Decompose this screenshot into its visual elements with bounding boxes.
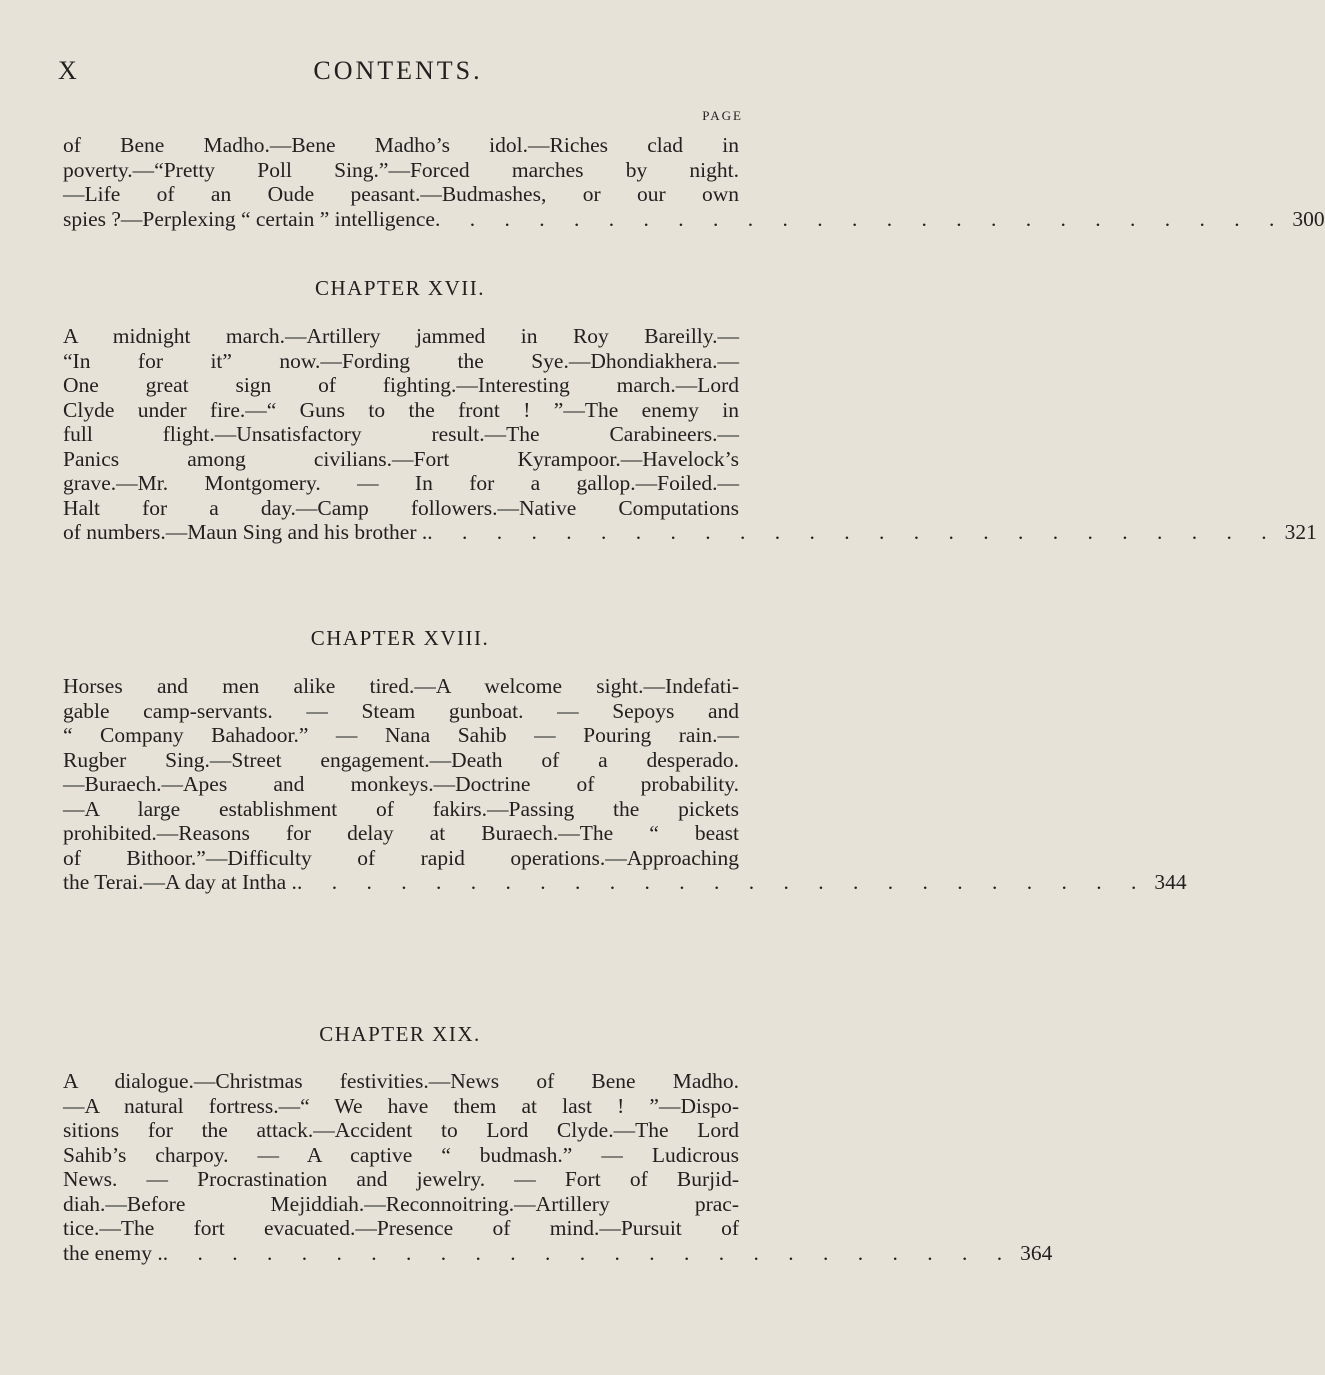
page-column-label: PAGE	[702, 108, 743, 123]
entry-line: prohibited.—Reasons for delay at Buraech.—The “ beast	[63, 821, 739, 845]
entry-line: tice.—The fort evacuated.—Presence of mind.—Pursuit of	[63, 1216, 739, 1240]
entry-line: —Buraech.—Apes and monkeys.—Doctrine of probability.	[63, 772, 739, 796]
entry-line: of Bene Madho.—Bene Madho’s idol.—Riches clad in	[63, 133, 739, 157]
entry-line: diah.—Before Mejiddiah.—Reconnoitring.—Artillery prac-	[63, 1191, 739, 1216]
contents-entry	[63, 324, 1317, 545]
chapter-heading: CHAPTER XVIII.	[310, 626, 490, 650]
page-reference: 364	[1020, 1240, 1053, 1265]
entry-line: One great sign of fighting.—Interesting march.—Lord	[63, 373, 739, 397]
entry-line: Horses and men alike tired.—A welcome sight.—Indefati-	[63, 674, 739, 698]
dot-leader: . . . . . . . . . . . . . . . . . . . . . . . . .	[162, 1240, 1015, 1265]
entry-line: sitions for the attack.—Accident to Lord Clyde.—The Lord	[63, 1118, 739, 1142]
page-title: CONTENTS.	[313, 56, 483, 85]
entry-line: A midnight march.—Artillery jammed in Roy Bareilly.—	[63, 324, 739, 348]
running-head	[58, 56, 738, 92]
page-reference: 344	[1154, 870, 1187, 894]
entry-line: poverty.—“Pretty Poll Sing.”—Forced marches by night.	[63, 157, 739, 182]
entry-line: Halt for a day.—Camp followers.—Native Computations	[63, 495, 739, 520]
contents-entry	[63, 1069, 1053, 1265]
page-reference: 321	[1284, 520, 1317, 544]
dot-leader: . . . . . . . . . . . . . . . . . . . . . . . . .	[296, 870, 1149, 894]
contents-entry	[63, 674, 1187, 895]
chapter-heading: CHAPTER XIX.	[319, 1022, 481, 1046]
entry-line: “ Company Bahadoor.” — Nana Sahib — Pouring rain.—	[63, 723, 739, 747]
entry-line: Panics among civilians.—Fort Kyrampoor.—Havelock’s	[63, 446, 739, 471]
entry-last-line: the Terai.—A day at Intha . . . . . . . . . . . . . . . . . . . . . . . . . . 344	[63, 870, 1187, 894]
entry-line: A dialogue.—Christmas festivities.—News of Bene Madho.	[63, 1069, 739, 1093]
page-number-roman: X	[58, 56, 78, 85]
entry-last-line: of numbers.—Maun Sing and his brother . . . . . . . . . . . . . . . . . . . . . . . . . . 321	[63, 520, 1317, 544]
entry-last-line: spies ?—Perplexing “ certain ” intelligence . . . . . . . . . . . . . . . . . . . . . . . . . 300	[63, 206, 1325, 231]
page-reference: 300	[1292, 206, 1325, 231]
dot-leader: . . . . . . . . . . . . . . . . . . . . . . . . .	[434, 206, 1287, 231]
entry-line: full flight.—Unsatisfactory result.—The Carabineers.—	[63, 422, 739, 446]
entry-line: Rugber Sing.—Street engagement.—Death of a desperado.	[63, 747, 739, 772]
entry-line: Clyde under fire.—“ Guns to the front ! ”—The enemy in	[63, 397, 739, 422]
entry-line: “In for it” now.—Fording the Sye.—Dhondiakhera.—	[63, 348, 739, 373]
entry-last-line: the enemy . . . . . . . . . . . . . . . . . . . . . . . . . . 364	[63, 1240, 1053, 1265]
contents-entry-continued	[63, 133, 1325, 231]
chapter-heading: CHAPTER XVII.	[315, 276, 485, 300]
dot-leader: . . . . . . . . . . . . . . . . . . . . . . . . .	[427, 520, 1279, 544]
entry-line: News. — Procrastination and jewelry. — Fort of Burjid-	[63, 1167, 739, 1191]
entry-line: Sahib’s charpoy. — A captive “ budmash.” — Ludicrous	[63, 1142, 739, 1167]
entry-line: gable camp-servants. — Steam gunboat. — Sepoys and	[63, 698, 739, 723]
entry-line: of Bithoor.”—Difficulty of rapid operations.—Approaching	[63, 845, 739, 870]
entry-line: —Life of an Oude peasant.—Budmashes, or our own	[63, 182, 739, 206]
entry-line: grave.—Mr. Montgomery. — In for a gallop.—Foiled.—	[63, 471, 739, 495]
entry-line: —A large establishment of fakirs.—Passing the pickets	[63, 796, 739, 821]
entry-line: —A natural fortress.—“ We have them at last ! ”—Dispo-	[63, 1093, 739, 1118]
